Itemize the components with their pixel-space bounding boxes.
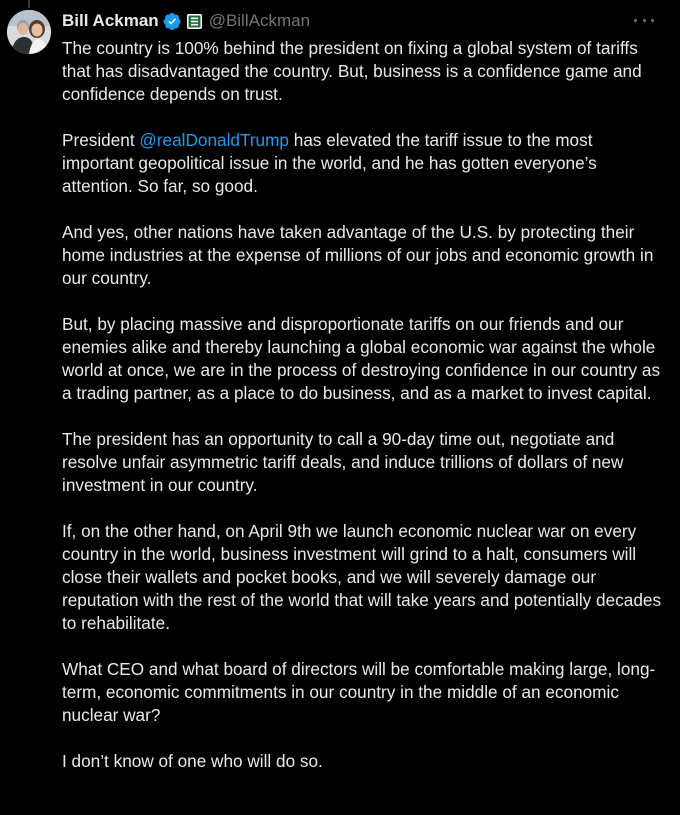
tweet-paragraph: The president has an opportunity to call a 90-day time out, negotiate and resolve unfair asymmetric tariff deals, and induce trillions of dollars of new investment in our country.: [62, 429, 624, 495]
tweet-paragraph: What CEO and what board of directors will be comfortable making large, long-term, economic commitments in our country in the middle of an economic nuclear war?: [62, 659, 656, 725]
verified-badge-icon[interactable]: [163, 12, 182, 31]
thread-connector-line: [28, 0, 30, 8]
tweet-text-segment: President: [62, 130, 140, 150]
tweet-text-segment: has elevated the tariff issue to the most important geopolitical issue in the world, and he has gotten everyone’s attention. So far, so good.: [62, 130, 597, 196]
tweet-paragraph: [62, 129, 662, 198]
tweet-header: [62, 10, 310, 32]
tweet-paragraph: I don’t know of one who will do so.: [62, 751, 323, 771]
affiliate-badge-icon[interactable]: [186, 13, 203, 30]
tweet-paragraph: The country is 100% behind the president on fixing a global system of tariffs that has disadvantaged the country. But, business is a confidence game and confidence depends on trust.: [62, 38, 642, 104]
author-display-name[interactable]: Bill Ackman: [62, 11, 159, 30]
tweet-paragraph: And yes, other nations have taken advantage of the U.S. by protecting their home industries at the expense of millions of our jobs and economic growth in our country.: [62, 222, 654, 288]
mention-link[interactable]: @realDonaldTrump: [139, 130, 289, 150]
tweet-paragraph: But, by placing massive and disproportionate tariffs on our friends and our enemies alike and thereby launching a global economic war against the whole world at once, we are in the process of destroying confidence in our country as a trading partner, as a place to do business, and as a market to invest capital.: [62, 314, 661, 403]
avatar[interactable]: [7, 10, 51, 54]
more-dot: [651, 19, 654, 22]
tweet-body: [62, 37, 662, 796]
profile-photo-icon: [7, 10, 51, 54]
more-dot: [634, 19, 637, 22]
more-options-icon[interactable]: [634, 12, 654, 28]
author-handle[interactable]: @BillAckman: [208, 11, 311, 30]
more-dot: [643, 19, 646, 22]
tweet-paragraph: If, on the other hand, on April 9th we launch economic nuclear war on every country in the world, business investment will grind to a halt, consumers will close their wallets and pocket books, and we will severely damage our reputation with the rest of the world that will take years and potentially decades to rehabilitate.: [62, 521, 662, 633]
